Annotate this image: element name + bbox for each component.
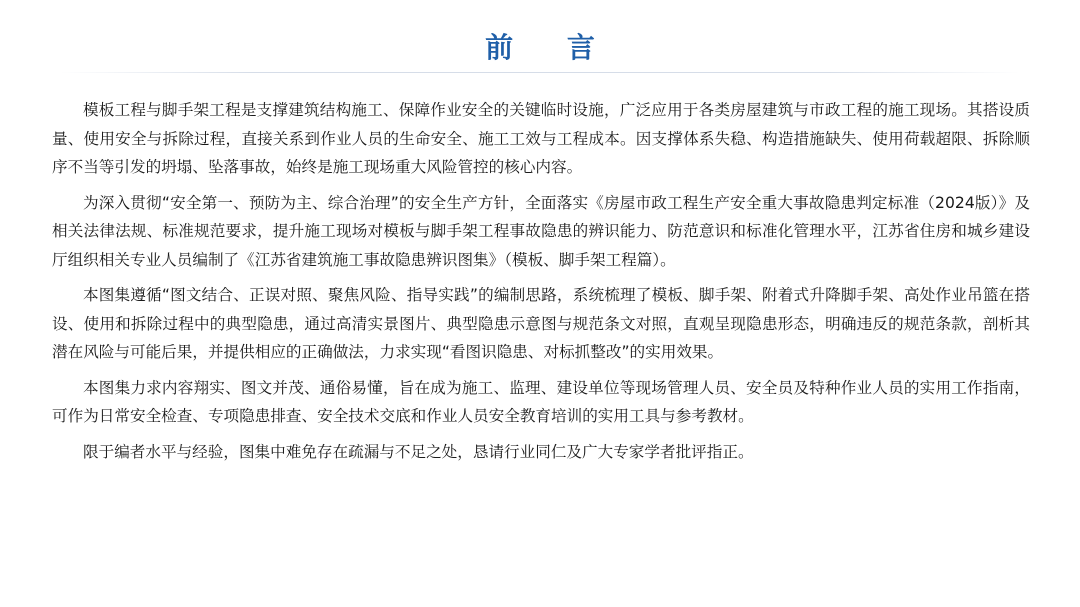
paragraph-1: 模板工程与脚手架工程是支撑建筑结构施工、保障作业安全的关键临时设施，广泛应用于各类房屋建筑与市政工程的施工现场。其搭设质量、使用安全与拆除过程，直接关系到作业人员的生命安全、施工工效与工程成本。因支撑体系失稳、构造措施缺失、使用荷载超限、拆除顺序不当等引发的坍塌、坠落事故，始终是施工现场重大风险管控的核心内容。 [52,101,1030,176]
title-divider [60,72,1020,73]
paragraph-4: 本图集力求内容翔实、图文并茂、通俗易懂，旨在成为施工、监理、建设单位等现场管理人员、安全员及特种作业人员的实用工作指南，可作为日常安全检查、专项隐患排查、安全技术交底和作业人员安全教育培训的实用工具与参考教材。 [52,378,1030,425]
paragraph-5: 限于编者水平与经验，图集中难免存在疏漏与不足之处，恳请行业同仁及广大专家学者批评指正。 [83,442,754,461]
paragraph-2: 为深入贯彻“安全第一、预防为主、综合治理”的安全生产方针，全面落实《房屋市政工程生产安全重大事故隐患判定标准（2024版）》及相关法律法规、标准规范要求，提升施工现场对模板与脚手架工程事故隐患的辨识能力、防范意识和标准化管理水平，江苏省住房和城乡建设厅组织相关专业人员编制了《江苏省建筑施工事故隐患辨识图集》（模板、脚手架工程篇）。 [52,193,1030,269]
preface-body [52,96,1030,473]
page-title: 前 言 [485,31,617,64]
paragraph-3: 本图集遵循“图文结合、正误对照、聚焦风险、指导实践”的编制思路，系统梳理了模板、脚手架、附着式升降脚手架、高处作业吊篮在搭设、使用和拆除过程中的典型隐患，通过高清实景图片、典型隐患示意图与规范条文对照，直观呈现隐患形态，明确违反的规范条款，剖析其潜在风险与可能后果，并提供相应的正确做法，力求实现“看图识隐患、对标抓整改”的实用效果。 [52,286,1030,361]
